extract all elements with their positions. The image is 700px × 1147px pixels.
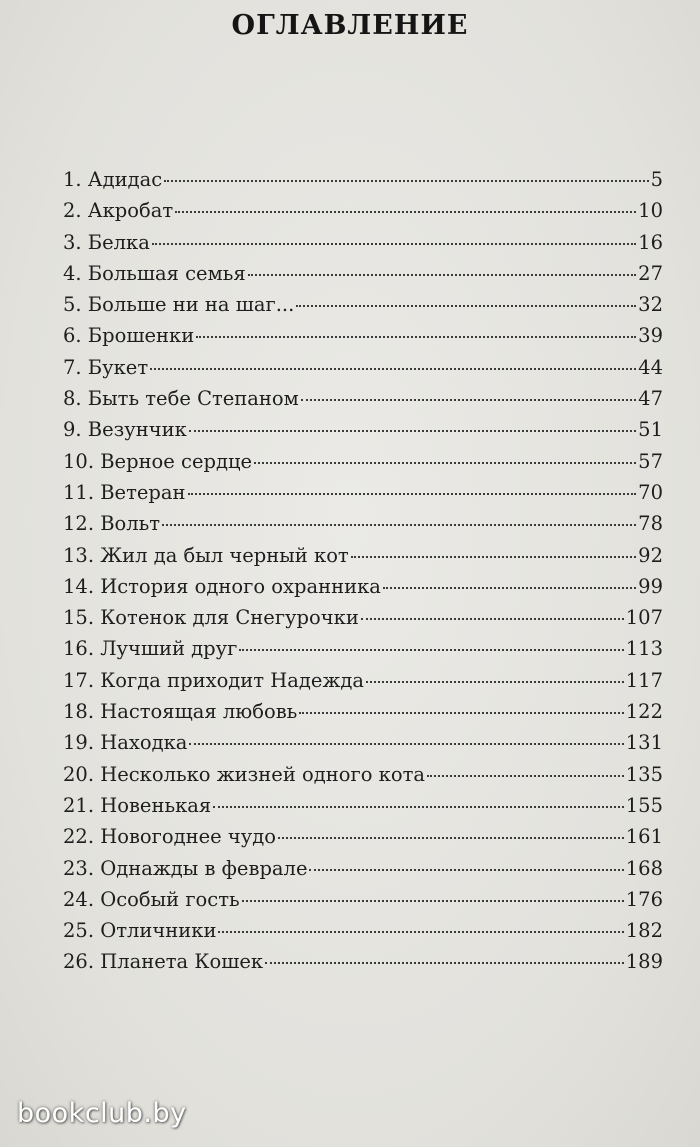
watermark: bookclub.by xyxy=(17,1098,187,1129)
table-of-contents xyxy=(63,164,663,978)
toc-entry-title: 8. Быть тебе Степаном xyxy=(63,387,299,411)
toc-entry xyxy=(63,227,663,258)
dot-leader xyxy=(218,931,623,933)
toc-entry-title: 23. Однажды в феврале xyxy=(63,856,308,880)
toc-entry-title: 25. Отличники xyxy=(63,919,217,943)
toc-entry-title: 9. Везунчик xyxy=(63,418,187,442)
dot-leader xyxy=(239,649,623,651)
toc-entry-page: 168 xyxy=(625,856,663,880)
dot-leader xyxy=(196,336,636,338)
toc-entry-page: 182 xyxy=(625,919,663,943)
toc-entry-page: 47 xyxy=(638,387,663,411)
toc-entry-title: 24. Особый гость xyxy=(63,887,240,911)
toc-entry-title: 13. Жил да был черный кот xyxy=(63,543,349,567)
toc-entry-page: 99 xyxy=(638,574,663,598)
toc-entry-title: 16. Лучший друг xyxy=(63,637,238,661)
dot-leader xyxy=(152,243,636,245)
toc-entry-title: 17. Когда приходит Надежда xyxy=(63,668,365,692)
toc-entry xyxy=(63,446,663,477)
toc-entry xyxy=(63,508,663,539)
toc-entry xyxy=(63,821,663,852)
toc-entry-page: 10 xyxy=(638,199,663,223)
toc-entry-title: 2. Акробат xyxy=(63,199,174,223)
toc-entry-page: 44 xyxy=(638,355,663,379)
dot-leader xyxy=(189,743,623,745)
toc-entry-page: 92 xyxy=(638,543,663,567)
toc-entry-title: 18. Настоящая любовь xyxy=(63,700,298,724)
toc-entry xyxy=(63,853,663,884)
dot-leader xyxy=(351,556,636,558)
page-title: ОГЛАВЛЕНИЕ xyxy=(231,10,469,41)
toc-entry-page: 155 xyxy=(625,793,663,817)
toc-entry-page: 51 xyxy=(638,418,663,442)
toc-entry-page: 117 xyxy=(625,668,663,692)
toc-entry-title: 10. Верное сердце xyxy=(63,449,253,473)
dot-leader xyxy=(299,712,623,714)
dot-leader xyxy=(278,837,624,839)
toc-entry xyxy=(63,352,663,383)
toc-entry-title: 21. Новенькая xyxy=(63,793,212,817)
dot-leader xyxy=(242,900,624,902)
toc-entry xyxy=(63,946,663,977)
dot-leader xyxy=(189,430,636,432)
toc-entry xyxy=(63,696,663,727)
dot-leader xyxy=(213,806,624,808)
dot-leader xyxy=(265,962,624,964)
toc-entry-page: 27 xyxy=(638,261,663,285)
toc-entry-page: 16 xyxy=(638,230,663,254)
toc-entry-title: 12. Вольт xyxy=(63,512,161,536)
toc-entry-title: 26. Планета Кошек xyxy=(63,950,264,974)
toc-entry-page: 161 xyxy=(625,825,663,849)
toc-entry xyxy=(63,633,663,664)
toc-entry-title: 20. Несколько жизней одного кота xyxy=(63,762,426,786)
toc-entry-title: 22. Новогоднее чудо xyxy=(63,825,277,849)
dot-leader xyxy=(366,681,624,683)
dot-leader xyxy=(361,618,624,620)
toc-entry xyxy=(63,602,663,633)
toc-entry xyxy=(63,320,663,351)
toc-entry-title: 6. Брошенки xyxy=(63,324,195,348)
toc-entry xyxy=(63,289,663,320)
toc-entry xyxy=(63,884,663,915)
toc-entry-page: 32 xyxy=(638,293,663,317)
toc-entry xyxy=(63,414,663,445)
dot-leader xyxy=(188,493,637,495)
dot-leader xyxy=(248,274,636,276)
toc-entry-page: 57 xyxy=(638,449,663,473)
toc-entry-title: 5. Больше ни на шаг... xyxy=(63,293,295,317)
toc-entry-title: 19. Находка xyxy=(63,731,188,755)
dot-leader xyxy=(301,399,636,401)
toc-entry-title: 7. Букет xyxy=(63,355,149,379)
toc-entry xyxy=(63,540,663,571)
toc-entry xyxy=(63,195,663,226)
dot-leader xyxy=(296,305,636,307)
toc-entry-title: 11. Ветеран xyxy=(63,480,186,504)
toc-entry xyxy=(63,915,663,946)
toc-entry-page: 176 xyxy=(625,887,663,911)
toc-entry-page: 189 xyxy=(625,950,663,974)
toc-entry-page: 78 xyxy=(638,512,663,536)
toc-entry-page: 107 xyxy=(625,606,663,630)
toc-entry xyxy=(63,759,663,790)
toc-entry-title: 14. История одного охранника xyxy=(63,574,381,598)
dot-leader xyxy=(309,869,623,871)
toc-entry-title: 3. Белка xyxy=(63,230,150,254)
dot-leader xyxy=(427,775,624,777)
toc-entry-title: 1. Адидас xyxy=(63,168,163,191)
dot-leader xyxy=(175,211,636,213)
dot-leader xyxy=(164,180,648,182)
dot-leader xyxy=(150,368,636,370)
toc-entry-title: 4. Большая семья xyxy=(63,261,246,285)
toc-entry xyxy=(63,790,663,821)
toc-entry-page: 122 xyxy=(625,700,663,724)
dot-leader xyxy=(162,524,636,526)
toc-entry xyxy=(63,164,663,195)
toc-entry xyxy=(63,477,663,508)
dot-leader xyxy=(383,587,636,589)
toc-entry-page: 39 xyxy=(638,324,663,348)
toc-entry xyxy=(63,665,663,696)
toc-entry xyxy=(63,571,663,602)
dot-leader xyxy=(254,462,636,464)
toc-entry-page: 131 xyxy=(625,731,663,755)
toc-entry xyxy=(63,727,663,758)
toc-entry xyxy=(63,383,663,414)
toc-entry-page: 135 xyxy=(625,762,663,786)
toc-entry xyxy=(63,258,663,289)
toc-entry-title: 15. Котенок для Снегурочки xyxy=(63,606,359,630)
toc-entry-page: 70 xyxy=(638,480,663,504)
toc-entry-page: 5 xyxy=(650,168,663,191)
toc-entry-page: 113 xyxy=(625,637,663,661)
